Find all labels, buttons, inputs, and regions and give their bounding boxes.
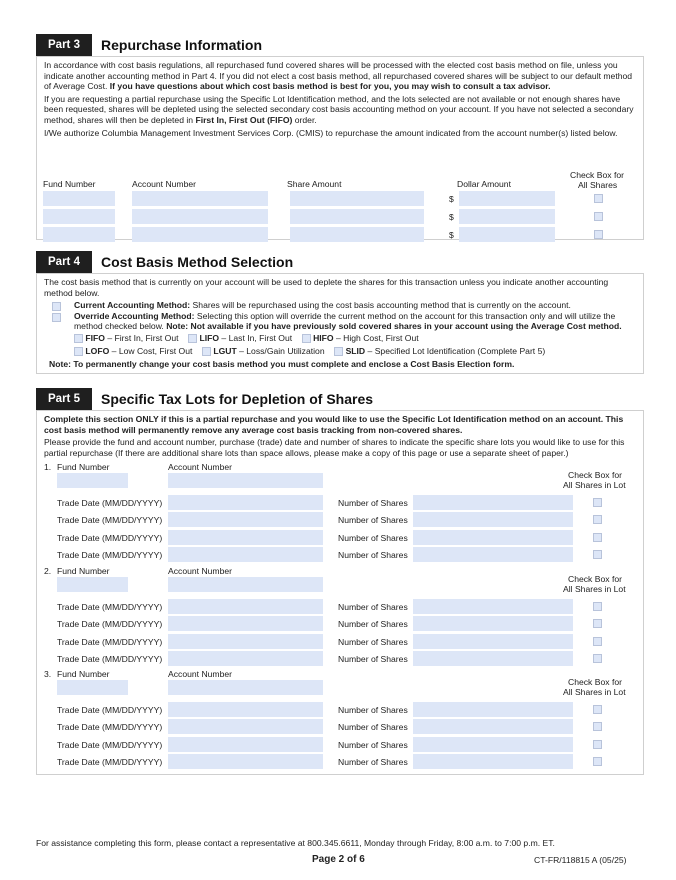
number-of-shares-label: Number of Shares [338, 550, 408, 560]
lifo-checkbox[interactable] [188, 334, 197, 343]
account-number-label: Account Number [168, 566, 233, 576]
trade-date-input[interactable] [168, 651, 323, 666]
number-of-shares-input[interactable] [413, 547, 573, 562]
trade-date-label: Trade Date (MM/DD/YYYY) [57, 602, 163, 612]
number-of-shares-input[interactable] [413, 651, 573, 666]
dollar-sign: $ [449, 230, 454, 240]
trade-date-label: Trade Date (MM/DD/YYYY) [57, 550, 163, 560]
all-shares-in-lot-checkbox[interactable] [593, 740, 602, 749]
lofo-checkbox[interactable] [74, 347, 83, 356]
number-of-shares-label: Number of Shares [338, 602, 408, 612]
all-shares-checkbox[interactable] [594, 230, 603, 239]
number-of-shares-label: Number of Shares [338, 654, 408, 664]
check-all-lot-header-line2: All Shares in Lot [563, 480, 626, 490]
dollar-amount-header: Dollar Amount [457, 179, 511, 189]
trade-date-label: Trade Date (MM/DD/YYYY) [57, 515, 163, 525]
method-options-row2 [44, 346, 636, 357]
fund-number-input[interactable] [57, 680, 128, 695]
trade-date-input[interactable] [168, 599, 323, 614]
dollar-sign: $ [449, 194, 454, 204]
account-number-input[interactable] [168, 680, 323, 695]
lot-group-number: 2. [44, 566, 52, 576]
lot-group-number: 1. [44, 462, 52, 472]
trade-date-input[interactable] [168, 702, 323, 717]
trade-date-label: Trade Date (MM/DD/YYYY) [57, 498, 163, 508]
number-of-shares-label: Number of Shares [338, 515, 408, 525]
dollar-amount-input[interactable] [459, 209, 555, 224]
trade-date-input[interactable] [168, 616, 323, 631]
all-shares-in-lot-checkbox[interactable] [593, 498, 602, 507]
part5-section [36, 388, 644, 775]
number-of-shares-label: Number of Shares [338, 637, 408, 647]
trade-date-label: Trade Date (MM/DD/YYYY) [57, 705, 163, 715]
trade-date-input[interactable] [168, 719, 323, 734]
lgut-code: LGUT [213, 345, 237, 356]
all-shares-in-lot-checkbox[interactable] [593, 550, 602, 559]
trade-date-input[interactable] [168, 737, 323, 752]
dollar-sign: $ [449, 212, 454, 222]
all-shares-in-lot-checkbox[interactable] [593, 637, 602, 646]
part5-header [36, 388, 644, 410]
lofo-desc: – Low Cost, First Out [109, 345, 193, 356]
part4-intro: The cost basis method that is currently on your account will be used to deplete the shares for this transaction unless you indicate another accounting method below. [44, 277, 609, 298]
number-of-shares-label: Number of Shares [338, 757, 408, 767]
number-of-shares-input[interactable] [413, 599, 573, 614]
number-of-shares-label: Number of Shares [338, 740, 408, 750]
trade-date-label: Trade Date (MM/DD/YYYY) [57, 722, 163, 732]
number-of-shares-label: Number of Shares [338, 619, 408, 629]
check-all-lot-header-line1: Check Box for [568, 470, 622, 480]
all-shares-in-lot-checkbox[interactable] [593, 515, 602, 524]
fund-number-input[interactable] [57, 473, 128, 488]
part3-paragraph-2: If you are requesting a partial repurchase using the Specific Lot Identification method, and the lots selected are not available or not enough shares have been requested, shares will be depleted using the selected secondary cost basis accounting method on your account. If you have not selected a secondary method, shares will then be depleted in First In, First Out (FIFO) order. [44, 93, 634, 125]
part3-paragraph-1: In accordance with cost basis regulations, all repurchased fund covered shares will be processed with the elected cost basis method on file, unless you indicate another accounting method in Part 4. If you did not elect a cost basis method, all repurchased covered shares will be subject to our default method of Average Cost. If you have questions about which cost basis method is best for you, you may wish to consult a tax advisor. [44, 60, 633, 92]
share-amount-input[interactable] [290, 227, 424, 242]
hifo-desc: – High Cost, First Out [333, 332, 419, 343]
share-amount-header: Share Amount [287, 179, 342, 189]
trade-date-input[interactable] [168, 530, 323, 545]
dollar-amount-input[interactable] [459, 191, 555, 206]
trade-date-label: Trade Date (MM/DD/YYYY) [57, 619, 163, 629]
check-all-lot-header-line1: Check Box for [568, 677, 622, 687]
account-number-input[interactable] [168, 473, 323, 488]
number-of-shares-input[interactable] [413, 634, 573, 649]
part4-header [36, 251, 644, 273]
override-method-option: Override Accounting Method: Selecting this option will override the current method on the account for this transaction only and will utilize the method checked below. Note: Not available if you have previously sold covered shares in your account using the Average Cost method. [44, 311, 636, 332]
check-all-header-line2: All Shares [578, 180, 618, 190]
part5-box [36, 410, 644, 775]
account-number-input[interactable] [132, 191, 268, 206]
trade-date-input[interactable] [168, 634, 323, 649]
lifo-code: LIFO [199, 332, 220, 343]
current-method-option: Current Accounting Method: Shares will be repurchased using the cost basis accounting method that is currently on the account. [44, 300, 636, 311]
lgut-desc: – Loss/Gain Utilization [236, 345, 325, 356]
trade-date-label: Trade Date (MM/DD/YYYY) [57, 757, 163, 767]
trade-date-label: Trade Date (MM/DD/YYYY) [57, 637, 163, 647]
number-of-shares-input[interactable] [413, 702, 573, 717]
number-of-shares-input[interactable] [413, 512, 573, 527]
all-shares-checkbox[interactable] [594, 194, 603, 203]
part4-footnote: Note: To permanently change your cost basis method you must complete and enclose a Cost Basis Election form. [49, 359, 515, 370]
hifo-checkbox[interactable] [302, 334, 311, 343]
all-shares-in-lot-checkbox[interactable] [593, 619, 602, 628]
trade-date-label: Trade Date (MM/DD/YYYY) [57, 740, 163, 750]
part3-title: Repurchase Information [101, 37, 263, 53]
part4-tag: Part 4 [36, 251, 92, 273]
part3-header [36, 34, 644, 56]
account-number-input[interactable] [132, 227, 268, 242]
part5-intro-bold: Complete this section ONLY if this is a partial repurchase and you would like to use the Specific Lot Identification method on an account. This cost basis method will permanently remove any average cost basis tracking from non-covered shares. [44, 414, 624, 435]
fifo-checkbox[interactable] [74, 334, 83, 343]
slid-desc: – Specified Lot Identification (Complete Part 5) [365, 345, 546, 356]
part5-title: Specific Tax Lots for Depletion of Shares [101, 391, 374, 407]
trade-date-input[interactable] [168, 547, 323, 562]
check-all-lot-header-line2: All Shares in Lot [563, 584, 626, 594]
account-number-input[interactable] [168, 577, 323, 592]
part3-paragraph-3: I/We authorize Columbia Management Investment Services Corp. (CMIS) to repurchase the amount indicated from the account number(s) listed below. [44, 127, 618, 138]
number-of-shares-input[interactable] [413, 737, 573, 752]
page-number: Page 2 of 6 [312, 854, 365, 865]
part4-section [36, 251, 644, 374]
slid-checkbox[interactable] [334, 347, 343, 356]
trade-date-input[interactable] [168, 512, 323, 527]
part5-tag: Part 5 [36, 388, 92, 410]
check-all-lot-header-line1: Check Box for [568, 574, 622, 584]
part4-box [36, 273, 644, 374]
all-shares-in-lot-checkbox[interactable] [593, 533, 602, 542]
footer-assistance: For assistance completing this form, please contact a representative at 800.345.6611, Monday through Friday, 8:00 a.m. to 7:00 p.m. ET. [36, 838, 555, 848]
trade-date-label: Trade Date (MM/DD/YYYY) [57, 533, 163, 543]
share-amount-input[interactable] [290, 209, 424, 224]
number-of-shares-input[interactable] [413, 754, 573, 769]
part3-section [36, 34, 644, 240]
all-shares-in-lot-checkbox[interactable] [593, 722, 602, 731]
check-all-lot-header-line2: All Shares in Lot [563, 687, 626, 697]
number-of-shares-input[interactable] [413, 495, 573, 510]
part3-tag: Part 3 [36, 34, 92, 56]
number-of-shares-input[interactable] [413, 616, 573, 631]
trade-date-input[interactable] [168, 495, 323, 510]
trade-date-label: Trade Date (MM/DD/YYYY) [57, 654, 163, 664]
fund-number-label: Fund Number [57, 462, 110, 472]
account-number-label: Account Number [168, 669, 233, 679]
part3-box [36, 56, 644, 240]
fund-number-input[interactable] [57, 577, 128, 592]
all-shares-in-lot-checkbox[interactable] [593, 602, 602, 611]
number-of-shares-label: Number of Shares [338, 722, 408, 732]
lofo-code: LOFO [85, 345, 110, 356]
all-shares-in-lot-checkbox[interactable] [593, 654, 602, 663]
fund-number-label: Fund Number [57, 566, 110, 576]
fund-number-input[interactable] [43, 227, 115, 242]
account-number-label: Account Number [168, 462, 233, 472]
lifo-desc: – Last In, First Out [219, 332, 293, 343]
lgut-checkbox[interactable] [202, 347, 211, 356]
all-shares-in-lot-checkbox[interactable] [593, 757, 602, 766]
fifo-code: FIFO [85, 332, 105, 343]
number-of-shares-label: Number of Shares [338, 533, 408, 543]
check-all-header-line1: Check Box for [570, 170, 624, 180]
number-of-shares-label: Number of Shares [338, 498, 408, 508]
account-number-input[interactable] [132, 209, 268, 224]
number-of-shares-label: Number of Shares [338, 705, 408, 715]
slid-code: SLID [345, 345, 366, 356]
part4-title: Cost Basis Method Selection [101, 254, 294, 270]
form-code: CT-FR/118815 A (05/25) [534, 855, 627, 865]
fund-number-header: Fund Number [43, 179, 96, 189]
part5-intro: Please provide the fund and account number, purchase (trade) date and number of shares to indicate the specific share lots you would like to use for this partial repurchase (If there are additional share lots than space allows, please make a copy of this page or use a separate sheet of paper.) [44, 437, 625, 458]
lot-group-number: 3. [44, 669, 52, 679]
dollar-amount-input[interactable] [459, 227, 555, 242]
account-number-header: Account Number [132, 179, 197, 189]
override-method-checkbox[interactable] [52, 313, 61, 322]
share-amount-input[interactable] [290, 191, 424, 206]
hifo-code: HIFO [313, 332, 334, 343]
number-of-shares-input[interactable] [413, 530, 573, 545]
fund-number-input[interactable] [43, 209, 115, 224]
fund-number-input[interactable] [43, 191, 115, 206]
all-shares-in-lot-checkbox[interactable] [593, 705, 602, 714]
number-of-shares-input[interactable] [413, 719, 573, 734]
method-options-row1 [44, 333, 636, 344]
fifo-desc: – First In, First Out [104, 332, 179, 343]
all-shares-checkbox[interactable] [594, 212, 603, 221]
fund-number-label: Fund Number [57, 669, 110, 679]
trade-date-input[interactable] [168, 754, 323, 769]
